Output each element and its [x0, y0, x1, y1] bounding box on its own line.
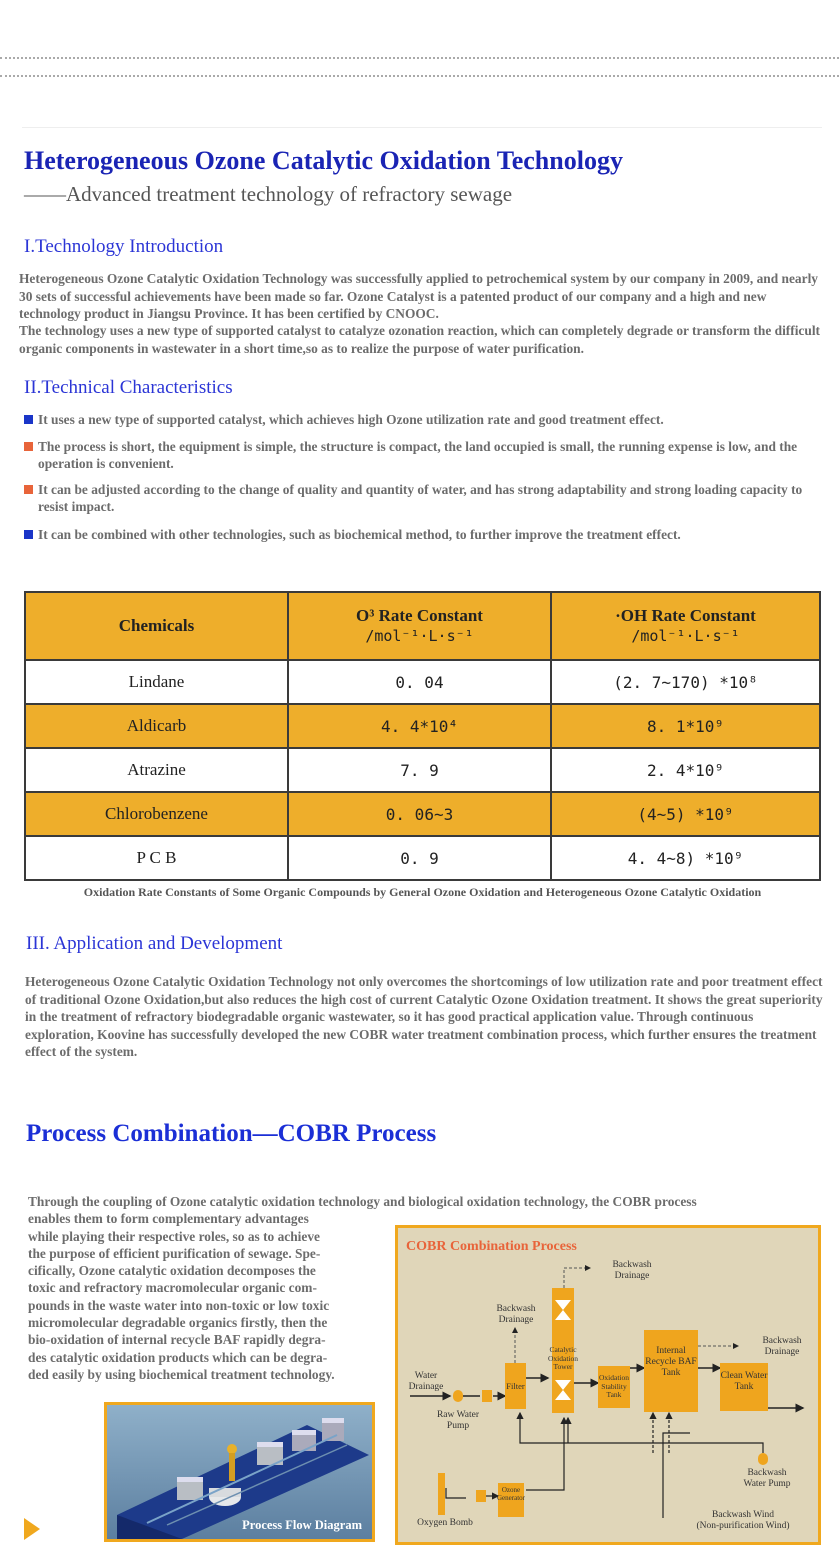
table-cell: 8. 1*10⁹ [551, 704, 820, 748]
bullet-square-icon [24, 415, 33, 424]
para-line: toxic and refractory macromolecular organic com- [28, 1280, 317, 1296]
table-caption: Oxidation Rate Constants of Some Organic Compounds by General Ozone Oxidation and Heterogeneous Ozone Catalytic Oxidation [83, 885, 762, 899]
feature-bullet-2 [24, 438, 824, 472]
section3-heading: III. Application and Development [26, 933, 283, 954]
section1-heading: I.Technology Introduction [24, 236, 224, 257]
table-cell: 0. 04 [288, 660, 551, 704]
clean-water-label: Clean Water Tank [720, 1371, 768, 1392]
table-cell: Aldicarb [25, 704, 288, 748]
top-divider-1 [0, 57, 839, 59]
filter-label: Filter [506, 1381, 525, 1391]
table-cell: 4. 4~8) *10⁹ [551, 836, 820, 880]
table-cell: 0. 9 [288, 836, 551, 880]
feature-text: The process is short, the equipment is simple, the structure is compact, the land occupied is small, the running expense is low, and the operation is convenient. [38, 439, 798, 471]
feature-text: It uses a new type of supported catalyst, which achieves high Ozone utilization rate and good treatment effect. [38, 412, 664, 427]
ozone-label: Ozone Generator [497, 1486, 525, 1502]
para-line: des catalytic oxidation products which can be degra- [28, 1349, 328, 1365]
stability-label: Oxidation Stability Tank [599, 1373, 629, 1399]
table-row [25, 792, 820, 836]
process-flow-image [104, 1402, 375, 1542]
section2-heading: II.Technical Characteristics [24, 377, 233, 398]
table-row [25, 836, 820, 880]
section1-paragraph-2: The technology uses a new type of supported catalyst to catalyze ozonation reaction, which can completely degrade or transform the difficult organic components in wastewater in a short time,so as to realize the purpose of water purification. [19, 323, 820, 356]
play-arrow-icon[interactable] [24, 1518, 40, 1540]
cobr-process-diagram [395, 1225, 821, 1545]
baf-label: Internal Recycle BAF Tank [645, 1346, 697, 1378]
table-cell: Lindane [25, 660, 288, 704]
para-line: ded easily by using biochemical treatment technology. [28, 1366, 335, 1382]
ozone-valve [476, 1490, 486, 1502]
feature-bullet-4 [24, 526, 824, 543]
feature-text: It can be combined with other technologies, such as biochemical method, to further improve the treatment effect. [38, 527, 681, 542]
table-cell: (2. 7~170) *10⁸ [551, 660, 820, 704]
para-line: enables them to form complementary advantages [28, 1211, 309, 1227]
bullet-square-icon [24, 485, 33, 494]
table-cell: (4~5) *10⁹ [551, 792, 820, 836]
backwash-water-pump-label: Backwash Water Pump [743, 1468, 791, 1489]
table-cell: 4. 4*10⁴ [288, 704, 551, 748]
table-cell: 0. 06~3 [288, 792, 551, 836]
table-header-cell: O³ Rate Constant /mol⁻¹·L·s⁻¹ [288, 592, 551, 660]
page-title: Heterogeneous Ozone Catalytic Oxidation Technology [24, 146, 623, 175]
table-header-row [25, 592, 820, 660]
section4-heading: Process Combination—COBR Process [26, 1120, 437, 1147]
para-line: Through the coupling of Ozone catalytic oxidation technology and biological oxidation technology, the COBR process [28, 1194, 697, 1209]
table-row [25, 660, 820, 704]
para-line: cifically, Ozone catalytic oxidation decomposes the [28, 1263, 316, 1279]
water-drainage-label: Water Drainage [408, 1371, 444, 1392]
backwash-drainage-right: Backwash Drainage [762, 1336, 802, 1357]
header-divider [22, 127, 822, 128]
table-row [25, 748, 820, 792]
table-cell: 7. 9 [288, 748, 551, 792]
backwash-drainage-top: Backwash Drainage [612, 1260, 652, 1281]
bullet-square-icon [24, 530, 33, 539]
oxygen-bomb-label: Oxygen Bomb [417, 1518, 473, 1528]
bullet-square-icon [24, 442, 33, 451]
diagram-title: COBR Combination Process [406, 1239, 577, 1254]
feature-bullet-1 [24, 411, 824, 428]
para-line: while playing their respective roles, so as to achieve [28, 1228, 320, 1244]
para-line: the purpose of efficient purification of sewage. Spe- [28, 1245, 321, 1261]
feature-text: It can be adjusted according to the change of quality and quantity of water, and has strong adaptability and strong loading capacity to resist impact. [38, 482, 803, 514]
oxygen-bomb [438, 1473, 445, 1515]
rate-constant-table [24, 591, 821, 881]
table-row [25, 704, 820, 748]
photo-label: Process Flow Diagram [242, 1518, 362, 1532]
para-line: pounds in the waste water into non-toxic or low toxic [28, 1297, 330, 1313]
table-cell: P C B [25, 836, 288, 880]
inline-valve [482, 1390, 492, 1402]
section3-paragraph: Heterogeneous Ozone Catalytic Oxidation Technology not only overcomes the shortcomings of low utilization rate and poor treatment effect of traditional Ozone Oxidation,but also reduces the high cost of current Catalytic Ozone Oxidation treatment. It shows the great superiority in the treatment of refractory biodegradable organic wastewater, so it has good practical application value. Through continuous exploration, Koovine has successfully developed the new COBR water treatment combination process, which further ensures the treatment effect of the system. [25, 974, 823, 1059]
para-line: micromolecular degradable organics firstly, then the [28, 1315, 328, 1331]
table-header-cell: Chemicals [25, 592, 288, 660]
backwash-wind-label: Backwash Wind (Non-purification Wind) [696, 1510, 790, 1531]
table-cell: 2. 4*10⁹ [551, 748, 820, 792]
backwash-water-pump [758, 1453, 768, 1465]
tower-label: Catalytic Oxidation Tower [548, 1345, 578, 1371]
raw-water-pump-label: Raw Water Pump [436, 1410, 480, 1431]
feature-bullet-3 [24, 481, 824, 515]
table-cell: Atrazine [25, 748, 288, 792]
table-header-cell: ·OH Rate Constant /mol⁻¹·L·s⁻¹ [551, 592, 820, 660]
para-line: bio-oxidation of internal recycle BAF rapidly degra- [28, 1332, 326, 1348]
section1-paragraph-1: Heterogeneous Ozone Catalytic Oxidation Technology was successfully applied to petrochemical system by our company in 2009, and nearly 30 sets of successful achievements have been made so far. Ozone Catalyst is a patented product of our company and a high and new technology product in Jiangsu Province. It has been certified by CNOOC. [19, 271, 818, 321]
page-subtitle: ——Advanced treatment technology of refractory sewage [24, 182, 513, 206]
top-divider-2 [0, 75, 839, 77]
raw-water-pump [453, 1390, 463, 1402]
table-cell: Chlorobenzene [25, 792, 288, 836]
backwash-drainage-left: Backwash Drainage [496, 1304, 536, 1325]
